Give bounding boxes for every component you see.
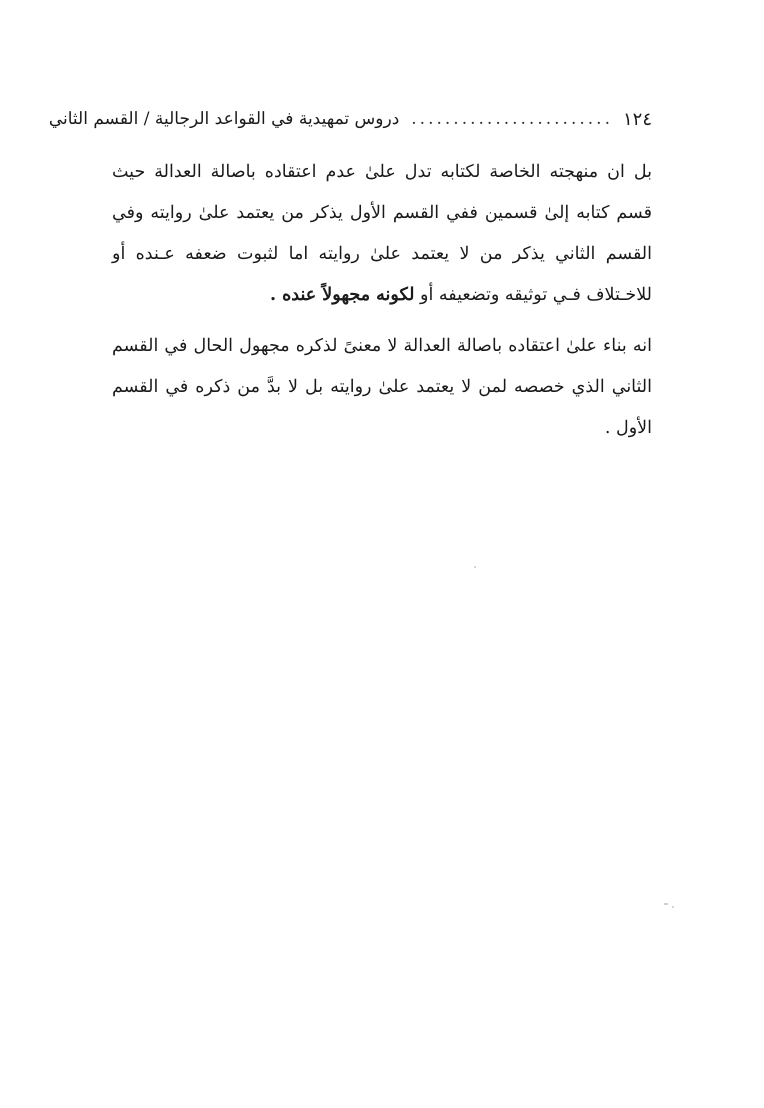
scan-speck xyxy=(474,566,476,568)
header-leader-dots: ........................ xyxy=(411,109,613,129)
running-header xyxy=(48,104,652,134)
paragraph-2-text: انه بناء علىٰ اعتقاده باصالة العدالة لا معنىً لذكره مجهول الحال في القسم الثاني الذي خصصه لمن لا يعتمد علىٰ روايته بل لا بدَّ من ذكره في القسم الأول . xyxy=(112,336,652,438)
paragraph-1-text: بل ان منهجته الخاصة لكتابه تدل علىٰ عدم اعتقاده باصالة العدالة حيث قسم كتابه إلىٰ قسمين ففي القسم الأول يذكر من يعتمد علىٰ روايته وفي القسم الثاني يذكر من لا يعتمد علىٰ روايته اما لثبوت ضعفه عـنده أو للاخـتلاف فـي توثيقه وتضعيفه أو xyxy=(112,162,652,305)
running-header-title: دروس تمهيدية في القواعد الرجالية / القسم الثاني xyxy=(48,109,400,129)
paragraph-2 xyxy=(112,326,652,449)
paragraph-1 xyxy=(112,152,652,316)
paragraph-1-bold-phrase: لكونه مجهولاً عنده . xyxy=(269,285,415,305)
body-text xyxy=(112,152,652,459)
page-number: ١٢٤ xyxy=(622,108,652,130)
scan-speck xyxy=(664,903,668,905)
scan-speck xyxy=(672,906,674,908)
